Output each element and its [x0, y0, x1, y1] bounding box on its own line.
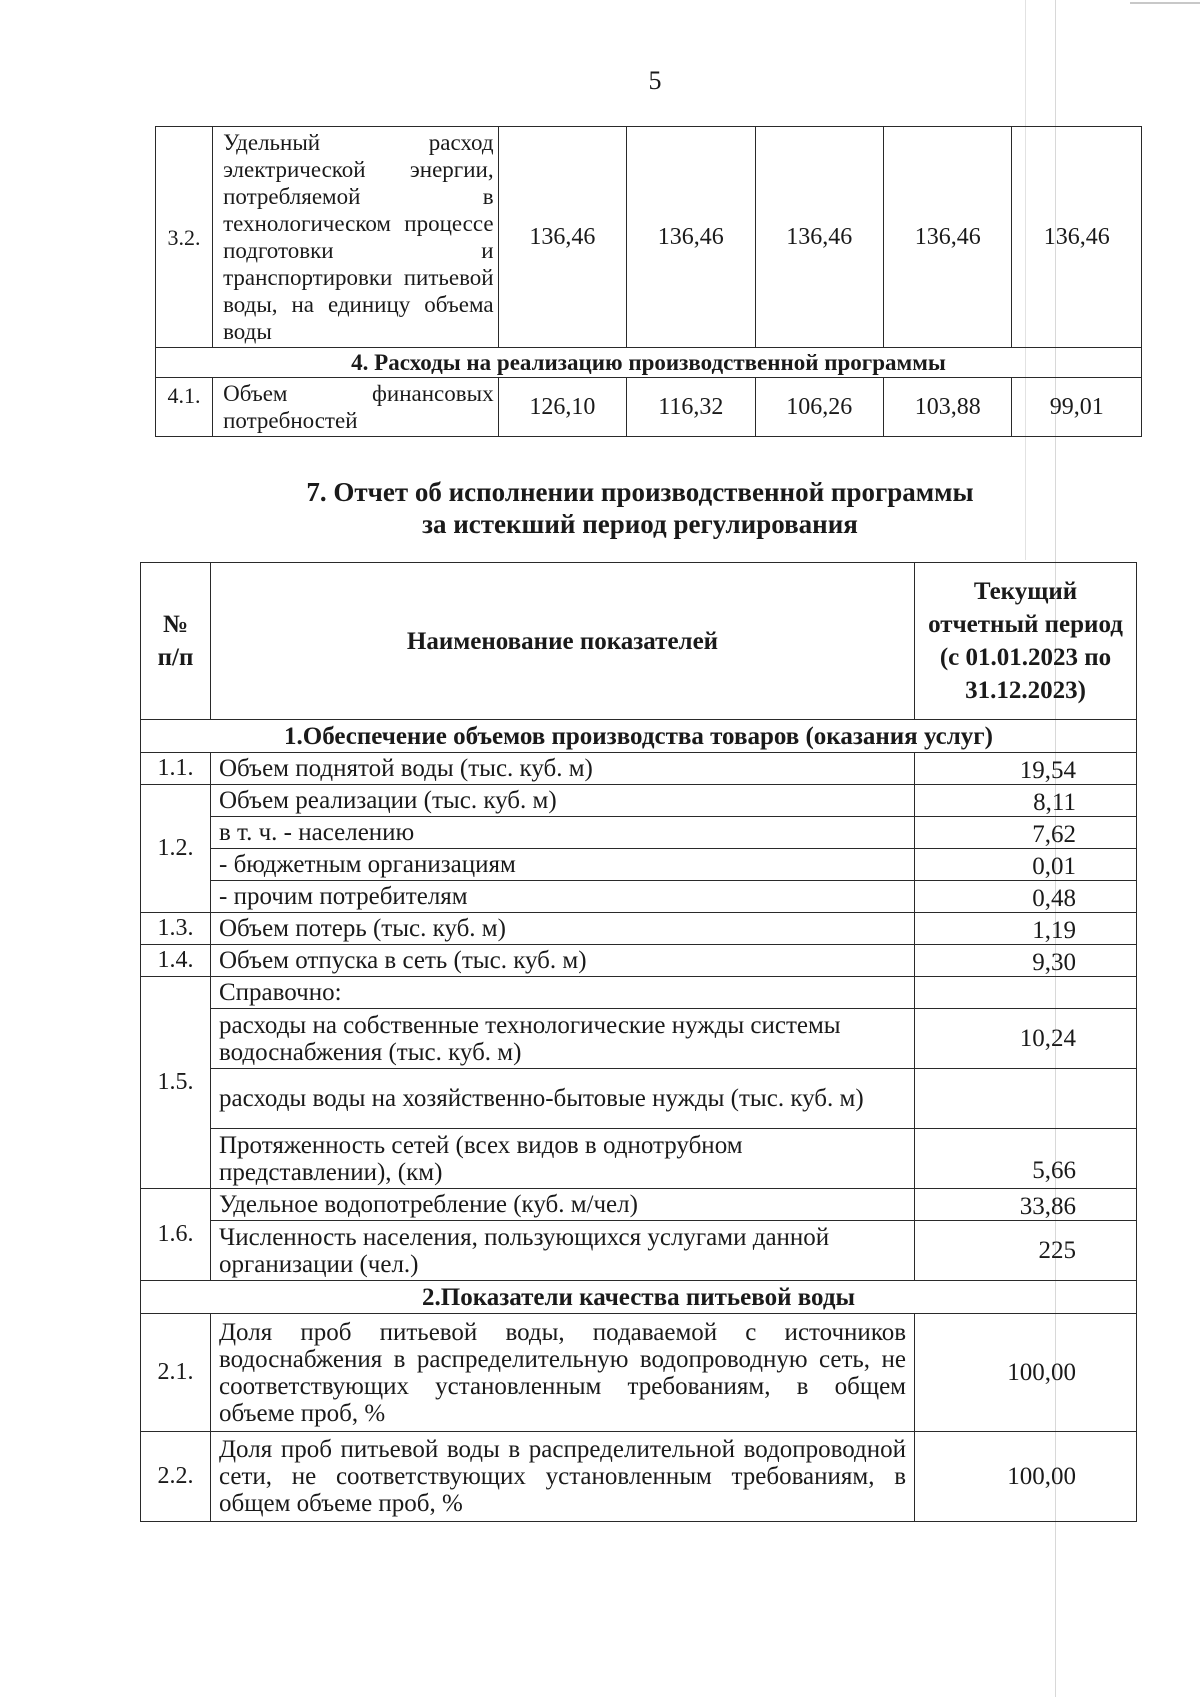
indicator-name: Объем поднятой воды (тыс. куб. м) [211, 753, 915, 785]
value-cell [915, 1069, 1137, 1129]
scan-artifact-mark [1130, 2, 1200, 4]
value-cell: 106,26 [755, 378, 883, 437]
report-title-line: за истекший период регулирования [422, 509, 858, 539]
indicator-name: Удельное водопотребление (куб. м/чел) [211, 1189, 915, 1221]
row-number: 2.2. [141, 1432, 211, 1522]
indicator-name: расходы на собственные технологические нужды системы водоснабжения (тыс. куб. м) [211, 1009, 915, 1069]
table-row [141, 1221, 1137, 1281]
indicator-name: в т. ч. - населению [211, 817, 915, 849]
report-title [150, 476, 1130, 540]
value-cell: 1,19 [915, 913, 1137, 945]
report-title-line: 7. Отчет об исполнении производственной программы [306, 477, 974, 507]
table-row [141, 1314, 1137, 1432]
row-number: 1.1. [141, 753, 211, 785]
row-number: 3.2. [156, 127, 213, 348]
value-cell: 103,88 [884, 378, 1012, 437]
indicator-name: Протяженность сетей (всех видов в однотрубном представлении), (км) [211, 1129, 915, 1189]
value-cell: 126,10 [498, 378, 626, 437]
table-row [141, 1009, 1137, 1069]
table-row [141, 1129, 1137, 1189]
row-number: 4.1. [156, 378, 213, 437]
header-number: № п/п [141, 563, 211, 720]
indicator-name: - бюджетным организациям [211, 849, 915, 881]
continuation-table [155, 126, 1142, 437]
table-row [156, 127, 1142, 348]
section-heading: 1.Обеспечение объемов производства товаров (оказания услуг) [141, 720, 1137, 753]
header-name: Наименование показателей [211, 563, 915, 720]
table-row [141, 1432, 1137, 1522]
value-cell [915, 977, 1137, 1009]
value-cell: 10,24 [915, 1009, 1137, 1069]
table-header-row [141, 563, 1137, 720]
indicator-description: Удельный расход электрической энергии, потребляемой в технологическом процессе подготовки и транспортировки питьевой воды, на единицу объема воды [213, 127, 499, 348]
indicator-name: Справочно: [211, 977, 915, 1009]
row-number: 1.6. [141, 1189, 211, 1281]
table-row [141, 753, 1137, 785]
row-number: 1.3. [141, 913, 211, 945]
table-row [141, 913, 1137, 945]
table-row [141, 1189, 1137, 1221]
value-cell: 136,46 [627, 127, 755, 348]
table-row [141, 1069, 1137, 1129]
row-number: 1.4. [141, 945, 211, 977]
value-cell: 33,86 [915, 1189, 1137, 1221]
indicator-name: Численность населения, пользующихся услугами данной организации (чел.) [211, 1221, 915, 1281]
indicator-name: Объем отпуска в сеть (тыс. куб. м) [211, 945, 915, 977]
table-row [141, 945, 1137, 977]
value-cell: 136,46 [755, 127, 883, 348]
row-number: 2.1. [141, 1314, 211, 1432]
value-cell: 225 [915, 1221, 1137, 1281]
row-number: 1.2. [141, 785, 211, 913]
value-cell: 0,48 [915, 881, 1137, 913]
value-cell: 19,54 [915, 753, 1137, 785]
indicator-description: Объем финансовых потребностей [213, 378, 499, 437]
table-row [141, 785, 1137, 817]
value-cell: 8,11 [915, 785, 1137, 817]
value-cell: 136,46 [884, 127, 1012, 348]
value-cell: 116,32 [627, 378, 755, 437]
section-heading: 2.Показатели качества питьевой воды [141, 1281, 1137, 1314]
indicator-name: расходы воды на хозяйственно-бытовые нужды (тыс. куб. м) [211, 1069, 915, 1129]
value-cell: 136,46 [498, 127, 626, 348]
table-row [156, 378, 1142, 437]
value-cell: 100,00 [915, 1314, 1137, 1432]
indicator-name: Доля проб питьевой воды в распределительной водопроводной сети, не соответствующих установленным требованиям, в общем объеме проб, % [211, 1432, 915, 1522]
value-cell: 7,62 [915, 817, 1137, 849]
value-cell: 99,01 [1012, 378, 1142, 437]
section-row [141, 720, 1137, 753]
indicator-name: Объем реализации (тыс. куб. м) [211, 785, 915, 817]
value-cell: 9,30 [915, 945, 1137, 977]
header-value: Текущий отчетный период (с 01.01.2023 по 31.12.2023) [915, 563, 1137, 720]
table-row [141, 881, 1137, 913]
section-heading: 4. Расходы на реализацию производственной программы [156, 348, 1142, 378]
row-number: 1.5. [141, 977, 211, 1189]
value-cell: 5,66 [915, 1129, 1137, 1189]
section-row [141, 1281, 1137, 1314]
indicator-name: Объем потерь (тыс. куб. м) [211, 913, 915, 945]
table-row [141, 977, 1137, 1009]
value-cell: 0,01 [915, 849, 1137, 881]
table-row [141, 817, 1137, 849]
page-number: 5 [648, 66, 662, 95]
value-cell: 136,46 [1012, 127, 1142, 348]
report-table [140, 562, 1137, 1522]
indicator-name: - прочим потребителям [211, 881, 915, 913]
section-row [156, 348, 1142, 378]
indicator-name: Доля проб питьевой воды, подаваемой с источников водоснабжения в распределительную водопроводную сеть, не соответствующих установленным требованиям, в общем объеме проб, % [211, 1314, 915, 1432]
value-cell: 100,00 [915, 1432, 1137, 1522]
table-row [141, 849, 1137, 881]
